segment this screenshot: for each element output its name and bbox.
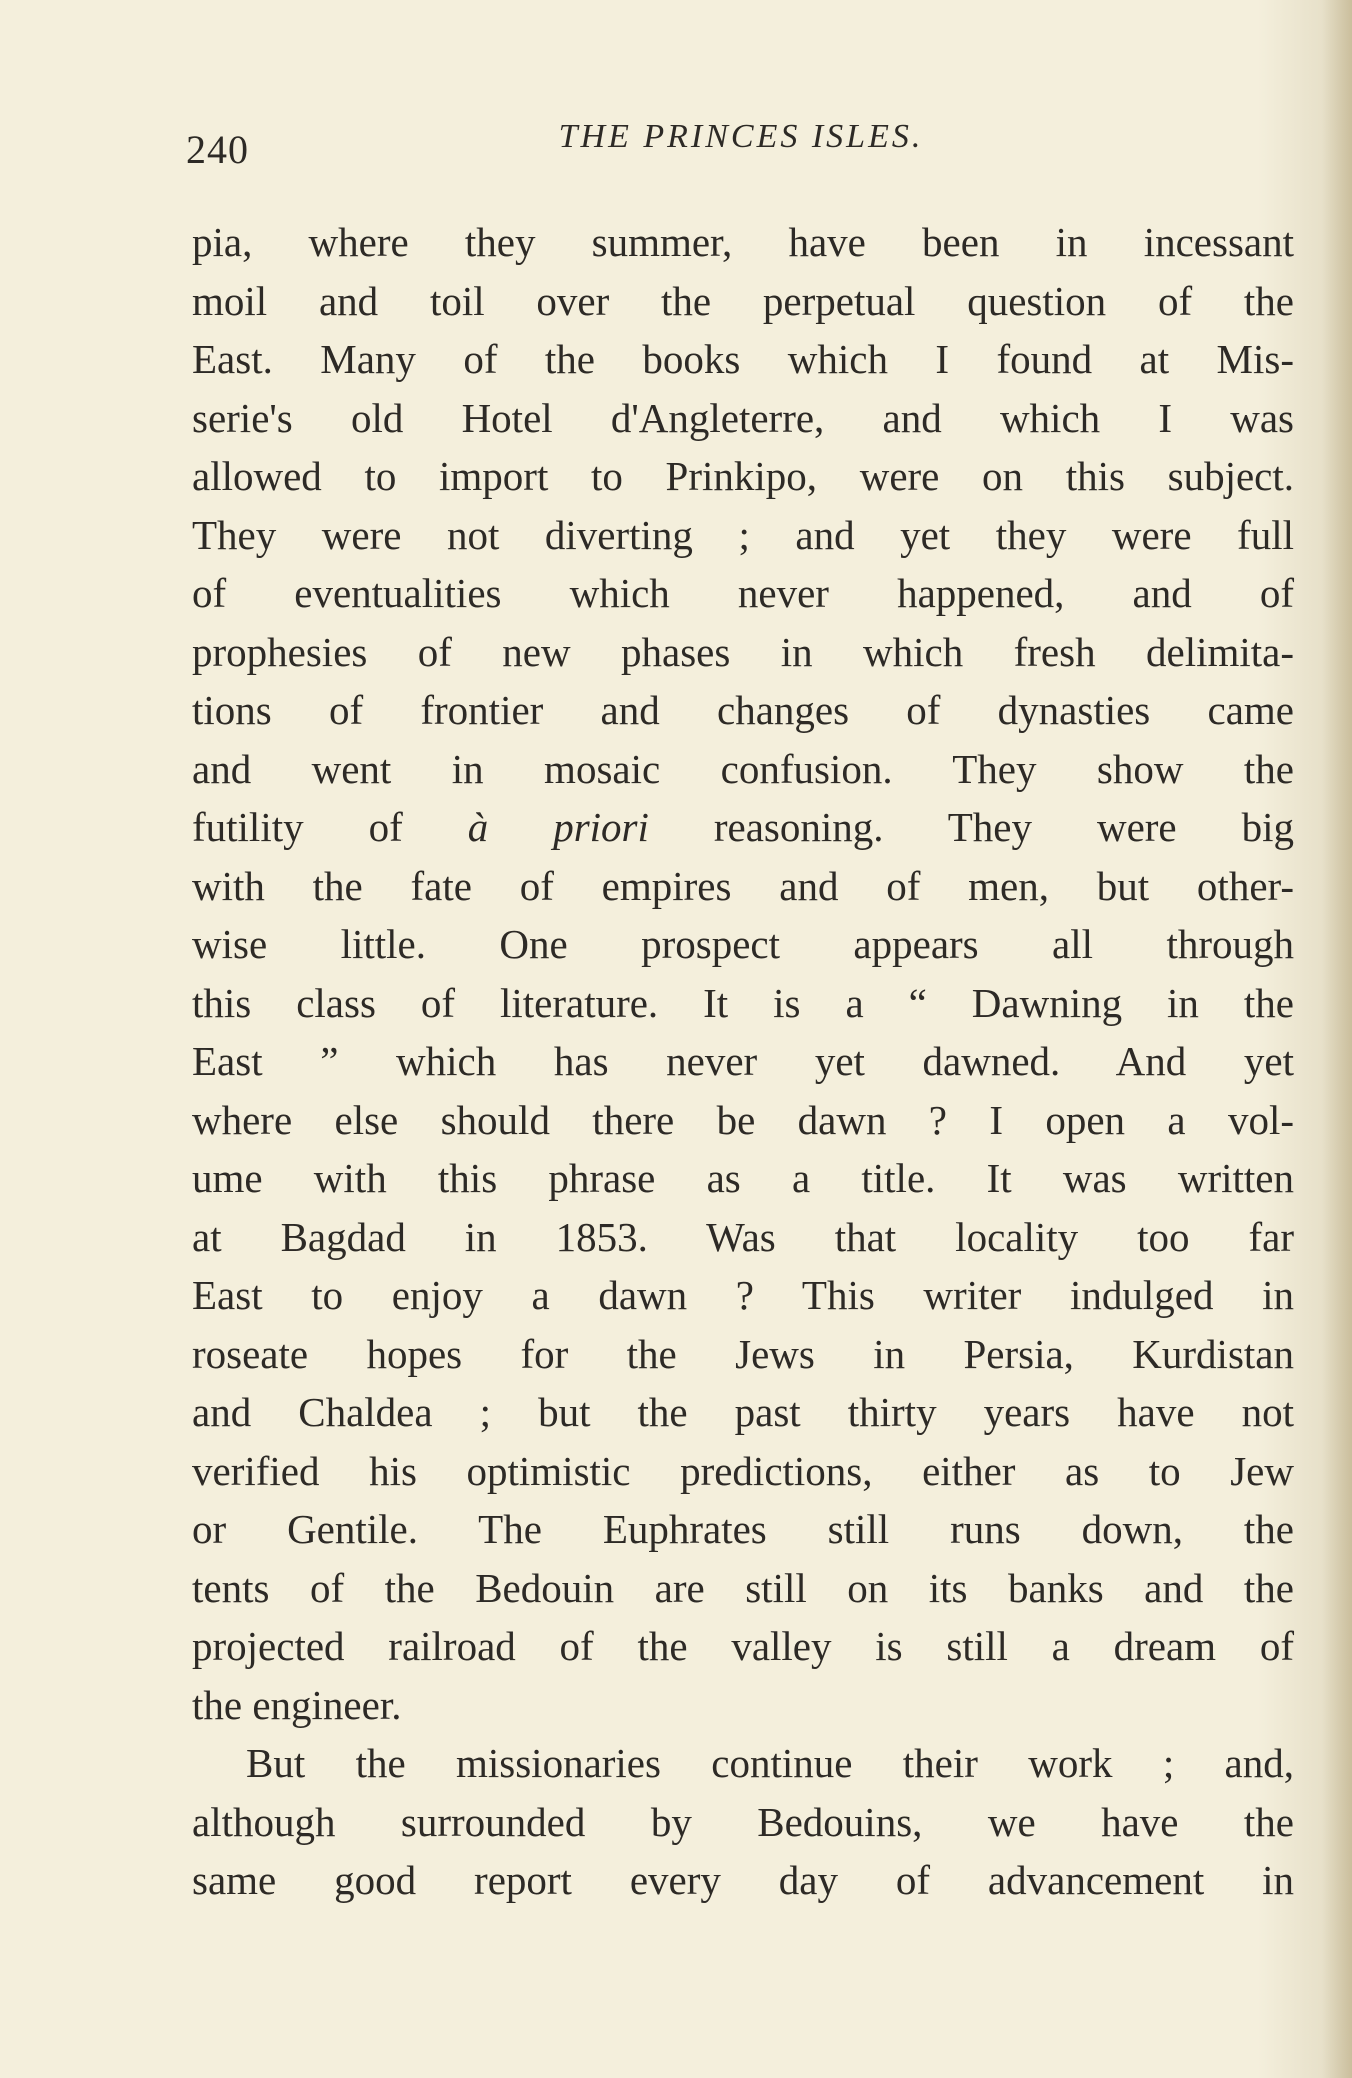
text-line: although surrounded by Bedouins, we have the bbox=[192, 1798, 1294, 1845]
paragraph-end-line: the engineer. bbox=[192, 1681, 402, 1728]
text-line: prophesies of new phases in which fresh delimita- bbox=[192, 628, 1294, 675]
text-line: roseate hopes for the Jews in Persia, Kurdistan bbox=[192, 1330, 1294, 1377]
running-head: THE PRINCES ISLES. bbox=[558, 118, 924, 155]
text-line: same good report every day of advancement in bbox=[192, 1857, 1294, 1903]
text-line: tents of the Bedouin are still on its banks and the bbox=[192, 1564, 1294, 1611]
text-line: verified his optimistic predictions, either as to Jew bbox=[192, 1447, 1294, 1494]
text-line: with the fate of empires and of men, but other- bbox=[192, 862, 1294, 909]
text-line: ume with this phrase as a title. It was written bbox=[192, 1155, 1294, 1201]
text-line-with-italic bbox=[192, 798, 1294, 857]
text-line: serie's old Hotel d'Angleterre, and which I was bbox=[192, 394, 1294, 441]
page-number: 240 bbox=[186, 127, 249, 172]
text-line: moil and toil over the perpetual question of the bbox=[192, 277, 1294, 324]
text-line: wise little. One prospect appears all through bbox=[192, 921, 1294, 967]
text-line: of eventualities which never happened, and of bbox=[192, 570, 1294, 616]
text-line: East ” which has never yet dawned. And yet bbox=[192, 1038, 1294, 1084]
text-line: They were not diverting ; and yet they were full bbox=[192, 511, 1294, 558]
page-header bbox=[186, 118, 1296, 178]
text-line: or Gentile. The Euphrates still runs down, the bbox=[192, 1506, 1294, 1552]
text-line: pia, where they summer, have been in incessant bbox=[192, 219, 1294, 265]
text-segment: futility of bbox=[192, 804, 468, 850]
text-line: and Chaldea ; but the past thirty years have not bbox=[192, 1389, 1294, 1435]
text-segment: reasoning. They were big bbox=[648, 804, 1294, 850]
text-line: tions of frontier and changes of dynasties came bbox=[192, 687, 1294, 733]
italic-phrase: à priori bbox=[467, 804, 649, 850]
text-line: allowed to import to Prinkipo, were on this subject. bbox=[192, 453, 1294, 499]
page-edge-shadow bbox=[1322, 0, 1352, 2078]
text-line: at Bagdad in 1853. Was that locality too far bbox=[192, 1213, 1294, 1260]
text-line: where else should there be dawn ? I open a vol- bbox=[192, 1096, 1294, 1143]
text-line: and went in mosaic confusion. They show the bbox=[192, 745, 1294, 792]
text-line: projected railroad of the valley is still a dream of bbox=[192, 1623, 1294, 1669]
paragraph-start-line: But the missionaries continue their work ; and, bbox=[246, 1740, 1294, 1786]
body-text bbox=[192, 213, 1294, 1910]
text-line: this class of literature. It is a “ Dawning in the bbox=[192, 979, 1294, 1026]
text-line: East. Many of the books which I found at Mis- bbox=[192, 336, 1294, 382]
text-line: East to enjoy a dawn ? This writer indulged in bbox=[192, 1272, 1294, 1318]
